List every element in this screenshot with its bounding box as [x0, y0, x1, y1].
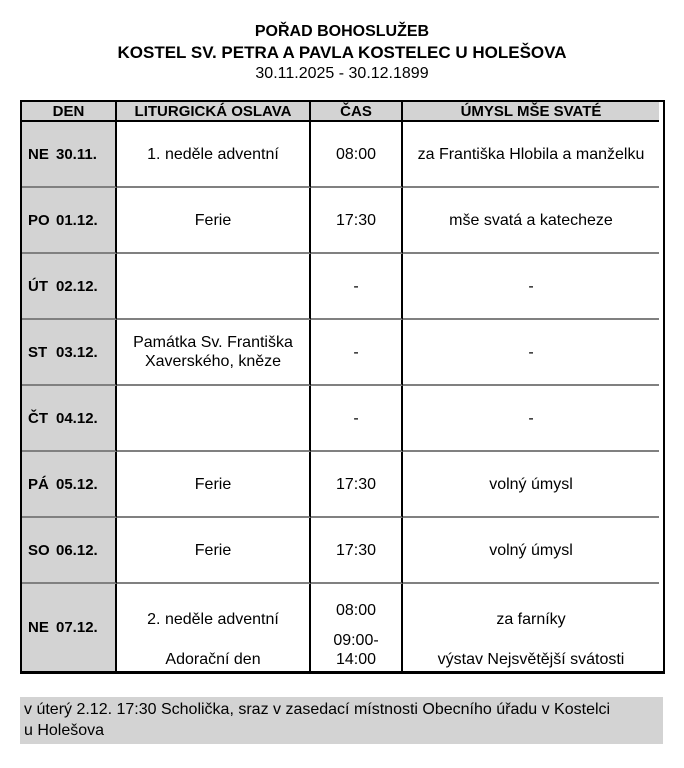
- intention-cell: [403, 584, 659, 671]
- celebration-cell: [117, 452, 311, 518]
- intention-cell-text: za Františka Hlobila a manželku: [417, 145, 645, 163]
- time-cell: [311, 320, 403, 386]
- time-cell-text: 17:30: [335, 475, 377, 493]
- day-cell: [22, 188, 117, 254]
- day-cell: [22, 518, 117, 584]
- celebration-cell: [117, 320, 311, 386]
- header-cell-time: ČAS: [311, 102, 403, 122]
- day-cell: [22, 452, 117, 518]
- celebration-cell: [117, 188, 311, 254]
- time-cell-text: -: [353, 409, 359, 427]
- celebration-cell: [117, 584, 311, 671]
- day-cell: [22, 320, 117, 386]
- date-range: 30.11.2025 - 30.12.1899: [255, 65, 429, 82]
- celebration-cell-text: 1. neděle adventní: [147, 145, 279, 163]
- celebration-cell-line1: 2. neděle adventní: [147, 611, 279, 628]
- celebration-cell: [117, 518, 311, 584]
- day-cell: [22, 584, 117, 671]
- time-cell-text: -: [353, 277, 359, 295]
- time-cell: [311, 584, 403, 671]
- day-cell: [22, 122, 117, 188]
- day-abbrev: PO: [28, 211, 50, 229]
- intention-cell: [403, 320, 659, 386]
- intention-cell: [403, 188, 659, 254]
- time-cell-line2: 09:00-14:00: [333, 632, 379, 668]
- header-cell-den: DEN: [22, 102, 117, 122]
- intention-cell: [403, 518, 659, 584]
- time-cell: [311, 452, 403, 518]
- day-cell: [22, 254, 117, 320]
- intention-cell: [403, 386, 659, 452]
- day-date: 04.12.: [56, 409, 98, 427]
- intention-cell: [403, 122, 659, 188]
- day-abbrev: NE: [28, 619, 49, 636]
- church-name: KOSTEL SV. PETRA A PAVLA KOSTELEC U HOLEŠOVA: [117, 43, 567, 62]
- day-date: 05.12.: [56, 475, 98, 493]
- intention-cell-text: mše svatá a katecheze: [449, 211, 613, 229]
- time-cell: [311, 122, 403, 188]
- time-cell: [311, 518, 403, 584]
- intention-cell: [403, 254, 659, 320]
- day-abbrev: ČT: [28, 409, 48, 427]
- celebration-cell-text: Ferie: [194, 211, 232, 229]
- schedule-table: [20, 100, 665, 674]
- day-cell: [22, 386, 117, 452]
- header-cell-intention: ÚMYSL MŠE SVATÉ: [403, 102, 659, 122]
- celebration-cell: [117, 254, 311, 320]
- celebration-cell-line2: Adorační den: [165, 651, 261, 668]
- celebration-cell-text: Ferie: [194, 541, 232, 559]
- celebration-cell-text: Ferie: [194, 475, 232, 493]
- intention-cell: [403, 452, 659, 518]
- day-date: 06.12.: [56, 541, 98, 559]
- day-abbrev: NE: [28, 145, 49, 163]
- footer-note: [20, 697, 663, 744]
- time-cell-text: -: [353, 343, 359, 361]
- intention-cell-line2: výstav Nejsvětější svátosti: [437, 651, 625, 668]
- day-abbrev: SO: [28, 541, 50, 559]
- day-abbrev: ST: [28, 343, 48, 361]
- header-cell-celebration: LITURGICKÁ OSLAVA: [117, 102, 311, 122]
- celebration-cell-text: Památka Sv. Františka Xaverského, kněze: [133, 334, 293, 370]
- day-date: 02.12.: [56, 277, 98, 295]
- footer-note-text: v úterý 2.12. 17:30 Scholička, sraz v zasedací místnosti Obecního úřadu v Kostelci u Holešova: [24, 701, 611, 739]
- time-cell: [311, 254, 403, 320]
- intention-cell-text: -: [528, 277, 534, 295]
- day-date: 30.11.: [56, 145, 97, 163]
- title-block: [0, 0, 684, 84]
- page-title: POŘAD BOHOSLUŽEB: [254, 23, 430, 40]
- time-cell: [311, 188, 403, 254]
- day-abbrev: ÚT: [28, 277, 48, 295]
- celebration-cell: [117, 386, 311, 452]
- intention-cell-line1: za farníky: [496, 611, 566, 628]
- time-cell-text: 17:30: [335, 211, 377, 229]
- time-cell-text: 17:30: [335, 541, 377, 559]
- time-cell-line1: 08:00: [335, 601, 377, 619]
- day-abbrev: PÁ: [28, 475, 49, 493]
- intention-cell-text: -: [528, 409, 534, 427]
- intention-cell-text: volný úmysl: [489, 475, 573, 493]
- day-date: 07.12.: [56, 619, 98, 636]
- day-date: 03.12.: [56, 343, 98, 361]
- intention-cell-text: -: [528, 343, 534, 361]
- time-cell: [311, 386, 403, 452]
- day-date: 01.12.: [56, 211, 98, 229]
- celebration-cell: [117, 122, 311, 188]
- time-cell-text: 08:00: [335, 145, 377, 163]
- intention-cell-text: volný úmysl: [489, 541, 573, 559]
